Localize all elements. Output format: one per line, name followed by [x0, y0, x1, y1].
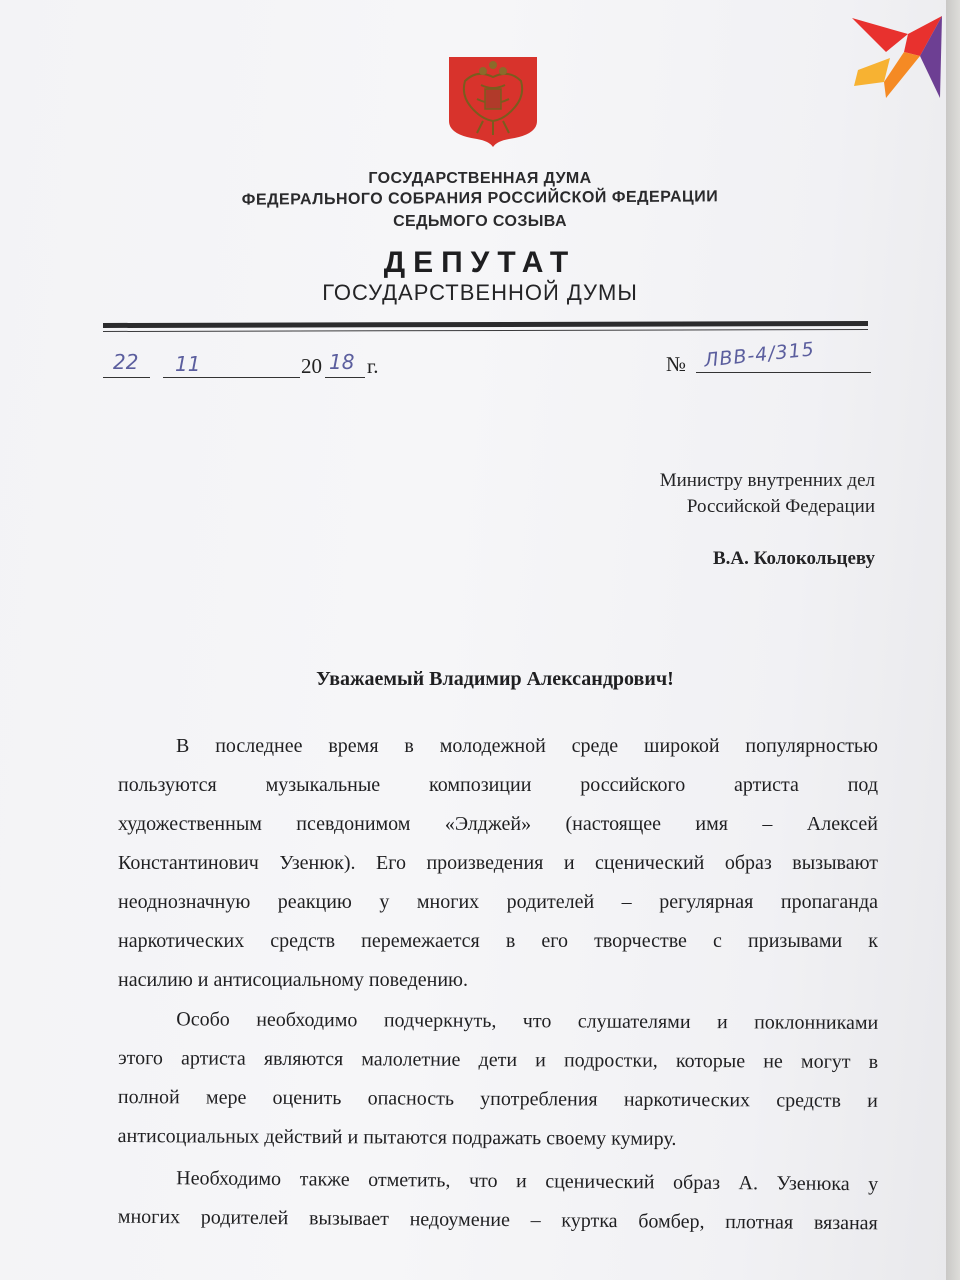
text-line: В последнее время в молодежной среде широкой популярностью	[176, 735, 878, 757]
letterhead-title: ДЕПУТАТ	[383, 246, 577, 279]
paragraph-1	[118, 727, 878, 1000]
letterhead-subtitle: ГОСУДАРСТВЕННОЙ ДУМЫ	[322, 280, 638, 305]
text-line: Константинович Узенюк). Его произведения и сценический образ вызывают	[118, 852, 878, 874]
date-month-underline	[163, 377, 300, 378]
text-line: неоднозначную реакцию у многих родителей – регулярная пропаганда	[118, 891, 878, 913]
text-line: насилию и антисоциальному поведению.	[118, 969, 468, 991]
paragraph-2	[118, 1000, 879, 1160]
reference-underline	[696, 372, 871, 373]
date-year-prefix: 20	[301, 354, 322, 378]
reference-number	[666, 338, 876, 382]
letterhead-line-1: ГОСУДАРСТВЕННАЯ ДУМА	[368, 170, 592, 187]
text-line: пользуются музыкальные композиции российского артиста под	[118, 774, 878, 796]
date-field	[103, 346, 403, 380]
text-line: полной мере оценить опасность употребления наркотических средств и	[117, 1086, 878, 1112]
text-line: Особо необходимо подчеркнуть, что слушателями и поклонниками	[176, 1008, 879, 1034]
paragraph-3	[118, 1159, 879, 1244]
publisher-logo-icon	[850, 12, 946, 102]
date-year-underline	[325, 377, 365, 378]
letterhead-line-3: СЕДЬМОГО СОЗЫВА	[393, 213, 567, 230]
reference-label: №	[666, 352, 687, 376]
text-line: этого артиста являются малолетние дети и подростки, которые не могут в	[118, 1047, 879, 1073]
addressee-line-2: Российской Федерации	[686, 496, 875, 517]
text-line: художественным псевдонимом «Элджей» (настоящее имя – Алексей	[118, 813, 878, 835]
coat-of-arms-icon	[447, 55, 539, 148]
text-line: антисоциальных действий и пытаются подражать своему кумиру.	[117, 1125, 677, 1150]
text-line: Необходимо также отметить, что и сценический образ А. Узенюка у	[176, 1167, 879, 1196]
date-day-underline	[103, 377, 150, 378]
letterhead-line-2: ФЕДЕРАЛЬНОГО СОБРАНИЯ РОССИЙСКОЙ ФЕДЕРАЦИИ	[241, 188, 719, 209]
date-year-suffix: 18	[329, 350, 355, 374]
salutation: Уважаемый Владимир Александрович!	[316, 668, 674, 690]
text-line: наркотических средств перемежается в его творчестве с призывами к	[118, 930, 878, 952]
date-month: 11	[175, 352, 201, 376]
addressee-name: В.А. Колокольцеву	[712, 548, 875, 569]
date-year-abbr: г.	[367, 354, 379, 378]
text-line: многих родителей вызывает недоумение – куртка бомбер, плотная вязаная	[117, 1205, 878, 1235]
reference-value: ЛВВ-4/315	[703, 338, 816, 372]
addressee-line-1: Министру внутренних дел	[659, 470, 875, 491]
date-day: 22	[113, 350, 139, 374]
